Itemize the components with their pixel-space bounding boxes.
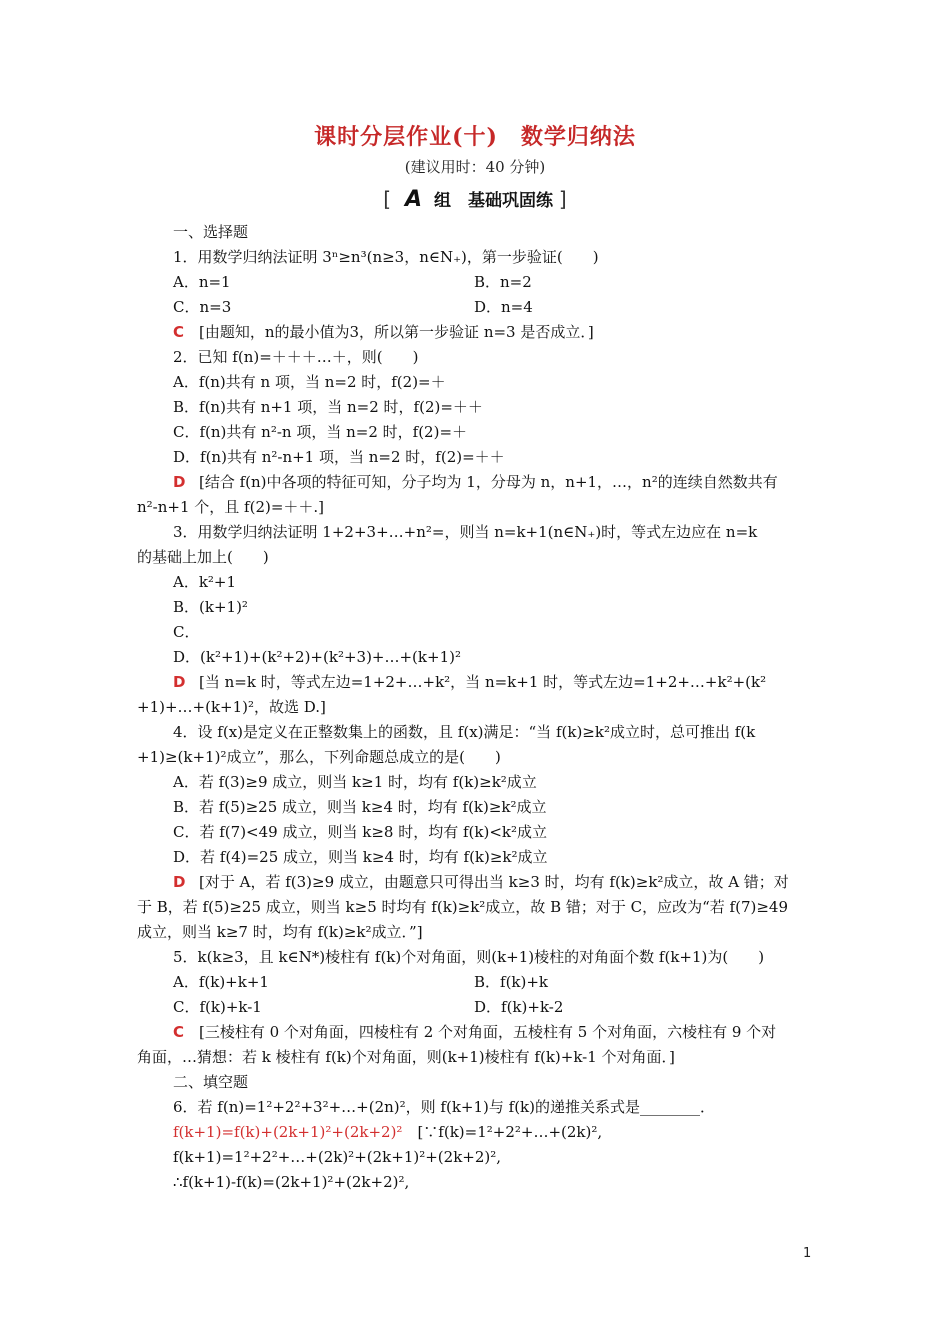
- solution-continued: f(k+1)=1²+2²+…+(2k)²+(2k+1)²+(2k+2)²,: [173, 1148, 502, 1166]
- answer-letter: C: [173, 1023, 185, 1041]
- solution: [137, 320, 817, 345]
- option-a: A．f(n)共有 n 项，当 n=2 时，f(2)=＋: [173, 373, 446, 391]
- question-stem-continued: 的基础上加上( ): [137, 548, 269, 566]
- document-body: [137, 220, 817, 1195]
- option-d: D．(k²+1)+(k²+2)+(k²+3)+…+(k+1)²: [173, 648, 461, 666]
- option-a: A．k²+1: [173, 573, 237, 591]
- option-c: C．f(k)+k-1: [173, 998, 262, 1016]
- question-stem: 4．设 f(x)是定义在正整数集上的函数，且 f(x)满足：“当 f(k)≥k²成立时，总可推出 f(k: [173, 723, 756, 741]
- option-b: B．(k+1)²: [173, 598, 248, 616]
- solution-continued: n²-n+1 个，且 f(2)=＋＋.]: [137, 498, 325, 516]
- section-heading: 二、填空题: [173, 1073, 249, 1091]
- solution-continued: 成立，则当 k≥7 时，均有 f(k)≥k²成立．”]: [137, 923, 423, 941]
- option-c: C．: [173, 623, 200, 641]
- answer-letter: D: [173, 673, 186, 691]
- option-c: C．f(n)共有 n²-n 项，当 n=2 时，f(2)=＋: [173, 423, 468, 441]
- question-stem: 1．用数学归纳法证明 3ⁿ≥n³(n≥3，n∈N₊)，第一步验证( ): [173, 248, 599, 266]
- solution: [137, 470, 817, 495]
- option-c: C．n=3: [173, 298, 232, 316]
- option-d: D．n=4: [474, 298, 533, 316]
- option-a: A．f(k)+k+1: [173, 973, 269, 991]
- solution-text: [结合 f(n)中各项的特征可知，分子均为 1，分母为 n，n+1，…，n²的连续自然数共有: [199, 473, 778, 491]
- solution-continued: ∴f(k+1)-f(k)=(2k+1)²+(2k+2)²,: [173, 1173, 410, 1191]
- solution-text: [∵f(k)=1²+2²+…+(2k)²,: [402, 1123, 603, 1141]
- option-row: [137, 995, 817, 1020]
- question-stem: 6．若 f(n)=1²+2²+3²+…+(2n)²，则 f(k+1)与 f(k)的递推关系式是________．: [173, 1098, 716, 1116]
- page-title: 课时分层作业(十) 数学归纳法: [314, 124, 636, 150]
- section-heading: 一、选择题: [173, 223, 249, 241]
- answer-letter: D: [173, 873, 186, 891]
- option-row: [137, 295, 817, 320]
- solution-continued: 角面，…猜想：若 k 棱柱有 f(k)个对角面，则(k+1)棱柱有 f(k)+k-1 个对角面．]: [137, 1048, 675, 1066]
- solution: [137, 670, 817, 695]
- option-a: A．若 f(3)≥9 成立，则当 k≥1 时，均有 f(k)≥k²成立: [173, 773, 537, 791]
- option-a: A．n=1: [173, 273, 231, 291]
- option-row: [137, 970, 817, 995]
- solution-text: [对于 A，若 f(3)≥9 成立，由题意只可得出当 k≥3 时，均有 f(k)≥k²成立，故 A 错；对: [199, 873, 789, 891]
- question-stem: 5．k(k≥3，且 k∈N*)棱柱有 f(k)个对角面，则(k+1)棱柱的对角面个数 f(k+1)为( ): [173, 948, 765, 966]
- bracket-close: ]: [558, 187, 567, 211]
- option-d: D．f(k)+k-2: [474, 998, 564, 1016]
- bracket-open: [: [383, 187, 392, 211]
- option-c: C．若 f(7)<49 成立，则当 k≥8 时，均有 f(k)<k²成立: [173, 823, 547, 841]
- solution: [137, 870, 817, 895]
- solution-continued: +1)+…+(k+1)²，故选 D.]: [137, 698, 326, 716]
- answer-expression: f(k+1)=f(k)+(2k+1)²+(2k+2)²: [173, 1123, 403, 1141]
- solution-text: [三棱柱有 0 个对角面，四棱柱有 2 个对角面，五棱柱有 5 个对角面，六棱柱有 9 个对: [199, 1023, 777, 1041]
- solution-continued: 于 B，若 f(5)≥25 成立，则当 k≥5 时均有 f(k)≥k²成立，故 B 错；对于 C，应改为“若 f(7)≥49: [137, 898, 789, 916]
- option-d: D．若 f(4)=25 成立，则当 k≥4 时，均有 f(k)≥k²成立: [173, 848, 548, 866]
- group-letter-logo: A: [405, 187, 423, 212]
- suggested-time: (建议用时：40 分钟): [404, 158, 546, 176]
- solution-text: [由题知，n的最小值为3，所以第一步验证 n=3 是否成立．]: [199, 323, 594, 341]
- answer-letter: C: [173, 323, 185, 341]
- question-stem: 3．用数学归纳法证明 1+2+3+…+n²=，则当 n=k+1(n∈N₊)时，等式左边应在 n=k: [173, 523, 758, 541]
- page-number: 1: [803, 1246, 812, 1261]
- solution-text: [当 n=k 时，等式左边=1+2+…+k²，当 n=k+1 时，等式左边=1+2+…+k²+(k²: [199, 673, 767, 691]
- question-stem: 2．已知 f(n)=＋＋＋…＋，则( ): [173, 348, 419, 366]
- option-row: [137, 270, 817, 295]
- solution: [137, 1120, 817, 1145]
- group-banner: [0, 186, 950, 212]
- answer-letter: D: [173, 473, 186, 491]
- option-b: B．若 f(5)≥25 成立，则当 k≥4 时，均有 f(k)≥k²成立: [173, 798, 547, 816]
- option-b: B．n=2: [474, 273, 532, 291]
- question-stem-continued: +1)≥(k+1)²成立”，那么，下列命题总成立的是( ): [137, 748, 501, 766]
- option-b: B．f(n)共有 n+1 项，当 n=2 时，f(2)=＋＋: [173, 398, 483, 416]
- solution: [137, 1020, 817, 1045]
- group-label: 组 基础巩固练: [433, 191, 553, 211]
- option-d: D．f(n)共有 n²-n+1 项，当 n=2 时，f(2)=＋＋: [173, 448, 505, 466]
- option-b: B．f(k)+k: [474, 973, 549, 991]
